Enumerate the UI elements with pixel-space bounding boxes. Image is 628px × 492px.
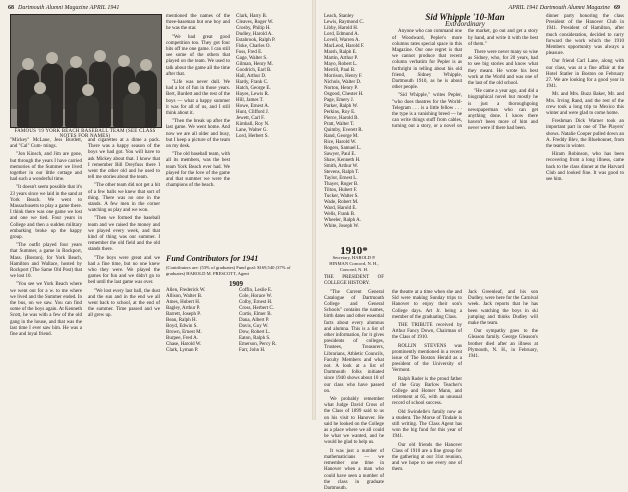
- contributor-name: Hatch, George E.: [236, 86, 271, 91]
- contributor-name: Farr, John H.: [239, 348, 266, 354]
- contributor-name: Wade, Robert M.: [324, 200, 359, 205]
- contributor-name: Clark, Harry B.: [236, 14, 268, 19]
- contributor-name: Hardy, Frank C.: [236, 80, 269, 85]
- contributor-name: Chase, Harold W.: [166, 342, 202, 348]
- contributor-name: Davis, Guy W.: [239, 324, 269, 330]
- contributor-name: MacLeod, Harold F.: [324, 44, 365, 49]
- fund-year: 1909: [229, 280, 243, 288]
- contributor-name: Morrison, Henry F.: [324, 74, 363, 79]
- contributor-name: Curtis, Elmer B.: [239, 312, 272, 318]
- contributor-name: Crosby, Philip H.: [236, 26, 271, 31]
- left-col3-text: mentioned the names of the three-baseman but one boy and he was the star. "We had great good competition too. They got four hits off me one game. I can still see some of the others that played on the team. We used to talk about the game all the time after that. "Life was never dull. We had a lot of fun in those years. Bert, Burdett and the rest of the boys — what a happy summer it was for all of us, and I still think about it. "Then the break up after the last game. We went home. And now we are all older and busy, but I keep a picture of the team on my desk. "The old baseball team, with all its members, was the best team York Beach ever had. We played for the love of the game and that summer we were the champions of the beach.: [166, 14, 230, 189]
- contributor-name: Lewis, Raymond C.: [324, 20, 364, 25]
- contributor-name: Ward, Harold E.: [324, 206, 357, 211]
- contributor-name: Perkins, Roy E.: [324, 110, 356, 115]
- contributor-name: Lane, Walter G.: [236, 128, 268, 133]
- contributor-name: Jewett, Carl F.: [236, 116, 265, 121]
- contributor-name: Allison, Walter B.: [166, 294, 203, 300]
- contributor-name: Brown, Ernest M.: [166, 330, 202, 336]
- right-running-head: APRIL 1941 Dartmouth Alumni Magazine 69: [508, 5, 620, 11]
- contributor-name: Hall, Arthur D.: [236, 74, 267, 79]
- contributor-name: Rand, George M.: [324, 134, 359, 139]
- contributor-name: Nichols, Walter D.: [324, 80, 362, 85]
- contributor-name: Dana, Albert P.: [239, 318, 270, 324]
- contributor-name: Pratt, Walter T.: [324, 122, 355, 127]
- contributor-name: Quimby, Everett R.: [324, 128, 363, 133]
- contributor-name: Fiske, Charles O.: [236, 44, 271, 49]
- contributor-name: Page, Emery J.: [324, 98, 354, 103]
- contributor-name: Colby, Ernest H.: [239, 300, 273, 306]
- class-1910-section: 1910* Secretary, HAROLD P. HINMAN Concord, N. H., Concord, N. H. THE PRESIDENT OF COLLEGE HISTORY. "The Current General Catalogue of Dartmouth College and General Schools" contains the names, birth dates and other essential facts about every alumnus and alumna. This is a list of other information, for it gives presidents of colleges, Trustees, Treasurers, Librarians, Athletic Councils, Faculty Members and what not. A look at a list of Dartmouth folks initiated since 1940 shows about 10 of our class who have passed on. We probably remember what Judge David Cross of the Class of 1899 said to us on his visit to Hanover. He said he looked on the College as a place where we all could be what we wanted, and he would be glad to help us. It was just a number of mathematicians — we remember one time in Hanover when a man who could have seen a number of the class in graduate Dartmouth.: [324, 245, 384, 491]
- left-col1-text: "Mickey" McLane, Jess Burdett, and "Cal" Cum- mings. "Jon Kinsch, and Jim are gone, but through the years I have carried memories of the Summer we lived together in our little cottage and had such a wonderful time. "It doesn't seem possible that it's 23 years since we laid in the sand at York Beach. We went to Massachusetts to play a game there. I think there was one game we lost and one we tied. Four years in College and then a sudden military embarking broke up the happy group. "The outfit played four years that Summer, a game in Rockport, Mass. (Boston), for York Beach, Hamilton and Wallace, hosted by Rockport (The Same Old Post) that we lost 10. "You see we York Beach where we went out for a w. to me where we lived and the Summer ended. In the bus, on we saw. You can find some of the boys again. At Kenneth Scott, he was with a few of the old gang in the house, and that was the last time I ever saw him. He was a fine and loyal friend.: [10, 138, 82, 338]
- contributor-name: Wheeler, Ralph A.: [324, 218, 362, 223]
- contributor-name: Pierce, Harold B.: [324, 116, 359, 121]
- contributor-name: Stevens, Ralph T.: [324, 170, 360, 175]
- class-names-list: [324, 14, 384, 230]
- contributor-name: Goodrich, Earl B.: [236, 68, 272, 73]
- contributor-name: Tilton, Hubert F.: [324, 188, 358, 193]
- contributor-name: Osgood, Chester H.: [324, 92, 364, 97]
- contributor-name: Foss, Fred E.: [236, 50, 263, 55]
- contributor-name: Cleaves, Roger W.: [236, 20, 274, 25]
- contributor-name: Mayo, Robert L.: [324, 62, 358, 67]
- left-page: [0, 0, 310, 420]
- contributor-name: Rogers, Samuel L.: [324, 146, 362, 151]
- left-folio: 68: [8, 5, 14, 11]
- contributor-name: Shaw, Kenneth H.: [324, 158, 361, 163]
- contributor-name: Bean, Ralph H.: [166, 318, 197, 324]
- contributor-name: Lord, Edmund A.: [324, 32, 359, 37]
- page-gutter: [312, 0, 316, 420]
- contributor-name: Marsh, Ralph E.: [324, 50, 357, 55]
- contributor-name: Kimball, Roy N.: [236, 122, 270, 127]
- article-subtitle: Extraordinary: [445, 20, 485, 29]
- contributor-name: Wells, Frank B.: [324, 212, 356, 217]
- article-title: Sid Whipple '10-Man: [425, 12, 505, 22]
- contributor-name: Norton, Henry P.: [324, 86, 358, 91]
- photo-caption: FAMOUS '19 YORK BEACH BASEBALL TEAM (SEE CLASS NOTES FOR NAMES): [14, 129, 156, 139]
- contributor-name: Dudley, Harold A.: [236, 32, 273, 37]
- left-running-head: 68 Dartmouth Alumni Magazine APRIL 1941: [8, 5, 120, 11]
- contributor-name: Smith, Arthur W.: [324, 164, 359, 169]
- contributor-name: Howe, Ernest A.: [236, 104, 270, 109]
- contributor-name: Sawyer, Paul E.: [324, 152, 356, 157]
- contributor-name: Clark, Lyman P.: [166, 348, 199, 354]
- contributor-name: Rice, Harold W.: [324, 140, 357, 145]
- contributor-name: Allen, Frederick W.: [166, 288, 206, 294]
- contributor-name: Lord, Herbert S.: [236, 134, 269, 139]
- contributor-name: Barrett, Joseph P.: [166, 312, 201, 318]
- contributor-name: Taylor, Ernest L.: [324, 176, 358, 181]
- contributor-name: Gilman, Henry M.: [236, 62, 273, 67]
- class-year: 1910*: [340, 245, 368, 257]
- contributor-name: Thayer, Roger B.: [324, 182, 359, 187]
- right-col1-names: [324, 14, 384, 230]
- right-folio: 69: [614, 5, 620, 11]
- contributor-name: Ames, Hubert H.: [166, 300, 201, 306]
- left-col2-text: and cigarettes at a dime a pack. There was a happy season of the boys we had got. You will have to ask Mickey about that. I know that I remember Bill Dreyfuss there I went the other old and he used to tell me stories about the team. "The other team did not get a hit of a few balls we knew that sort of thing. There was no one in the stands. A few men in the corner watching us play and we won. "Then we formed the baseball team and we raised the money and we played every week, and that kind of thing was our summer. I remember the old field and the old stands there. "The boys were great and we had a fine time, but no one knew who they were. We played the games for fun and we didn't go to bed until the last game was over. "We lost every last ball, the dust and the sun and in the end we all went back to school, at the end of the summer. Time passed and we all grew up.: [88, 138, 160, 319]
- contributor-name: Leach, Stanley: [324, 14, 354, 19]
- contributor-name: Eaton, Ralph S.: [239, 336, 271, 342]
- contributor-name: White, Joseph W.: [324, 224, 359, 229]
- contributor-name: Bagley, Arthur P.: [166, 306, 201, 312]
- contributor-name: Dow, Robert L.: [239, 330, 271, 336]
- fund-names-list-2: [236, 14, 306, 140]
- contributor-name: Merrill, Paul B.: [324, 68, 356, 73]
- contributor-name: Cross, Herbert C.: [239, 306, 274, 312]
- class-secretary: Secretary, HAROLD P. HINMAN Concord, N. H., Concord, N. H.: [329, 255, 379, 273]
- contributor-name: Burpee, Fred A.: [166, 336, 198, 342]
- fund-title: Fund Contributors for 1941: [166, 254, 259, 263]
- contributor-name: Coffin, Leslie E.: [239, 288, 273, 294]
- contributor-name: Lovell, Warren A.: [324, 38, 360, 43]
- contributor-name: Parker, Ralph W.: [324, 104, 358, 109]
- contributor-name: Cole, Horace W.: [239, 294, 273, 300]
- contributor-name: Martin, Arthur P.: [324, 56, 358, 61]
- contributor-name: Boyd, Edwin S.: [166, 324, 198, 330]
- right-col5-text: dinner party honoring the class President of the Hanover Club in 1941. President of Hamilton, after much consideration, decided to carry forward the work which the 1910 Members opportunity was always a pleasure. Our friend Carl Lane, along with our class, was at a fine affair at the Hotel Statler in Boston on February 27. We are looking for a good year in 1941. Mr. and Mrs. Buzz Baker, Mr. and Mrs. Irving Rand, and the rest of the crew took a long trip to Mexico this winter and were glad to come home. Freshman Dick Warner took an important part in one of The Players' shows. Natalie Cooper pulled down an A. Freddy Blev, the Bluebonnet, from the teams in winter. Hiram Robinson, who has been recovering from a long illness, came back to the class dinner at the Harvard Club and looked fine. It was good to see him.: [546, 14, 624, 183]
- contributor-name: Gage, Walter S.: [236, 56, 268, 61]
- fund-subtitle: (Contributors are: (53% of graduates) Fund goal: $169,540 (37% of graduates) HAROLD M. PRESCOTT, Agent: [166, 265, 291, 276]
- right-col4-text: the theatre at a time when she and Sid were making Sunday trips to Hanover to enjoy their son's College days. Art Jr. being a member of the graduating Class. THE TRIBUTE received by Arthur Fancy Down, Chairman of the Class of 1910. ROLLIN STEVENS was prominently mentioned in a recent issue of The Boston Herald as a president of the University of Vermont. Ralph Rader is the proud father of the Gray Barlow Teacher's College and Homer Mann, and retirement at 65, with an unusual record of school success. Old Swindelle's family now as a student. The Morse of Tindale is still writing. The Class Agent has won the big fund for this year of 1941. Our old friends the Hanover Class of 1910 are a fine group for the gathering at our 31st reunion, and we hope to see every one of them.: [392, 290, 462, 473]
- contributor-name: Hayes, Lewis R.: [236, 92, 270, 97]
- contributor-name: Hunt, Clifford J.: [236, 110, 269, 115]
- right-col4b-text: Jack Greenleaf, and his son Dudley, were here for the Carnival week. Jack reports that he has been watching the boys in ski jumping and thinks Dudley will make the team. Our sympathy goes to the Gleason family. George Gleason's brother died after an illness at Plymouth, N. H., in February, 1941.: [468, 290, 538, 360]
- right-page: [318, 0, 628, 491]
- whipple-article: Sid Whipple '10-Man Extraordinary Anyone who can command one of Woodward, Pepler's more columns rates special space in this Magazine. Our one regret is that we cannot produce that recent column verbatim for Pepler is as forthright in telling about his old friend, Sidney Whipple, Dartmouth 1910, as he is about other people. "Sid Whipple," writes Pepler, "who does theatres for the World-Telegram . . . is a little fellow . . . the type is a vanishing breed — he can write things stuff from cables, turning out a story, or a novel on the market, go out and get a story by hand, and write it with the best of them." There were never many so wise as Sidney, who, for 20 years, had to see big stories and know what they meant. He wrote his best work at the World and was one of the last of the old school. "He came a year ago, and did a biographical novel but mostly he is just a thoroughgoing newspaperman who can get anything done. I know there haven't been more of him and never were if there had been.: [392, 12, 538, 132]
- contributor-name: Estabrook, Ralph P.: [236, 38, 276, 43]
- contributor-name: Hill, James T.: [236, 98, 264, 103]
- contributor-name: Libby, Harold H.: [324, 26, 359, 31]
- fund-contributors-block: [166, 252, 306, 354]
- contributor-name: Tucker, Walter S.: [324, 194, 359, 199]
- left-col4-names: [236, 14, 306, 140]
- contributor-name: Emerson, Percy R.: [239, 342, 277, 348]
- baseball-team-photo: [10, 14, 162, 128]
- fund-names-list: [166, 288, 306, 354]
